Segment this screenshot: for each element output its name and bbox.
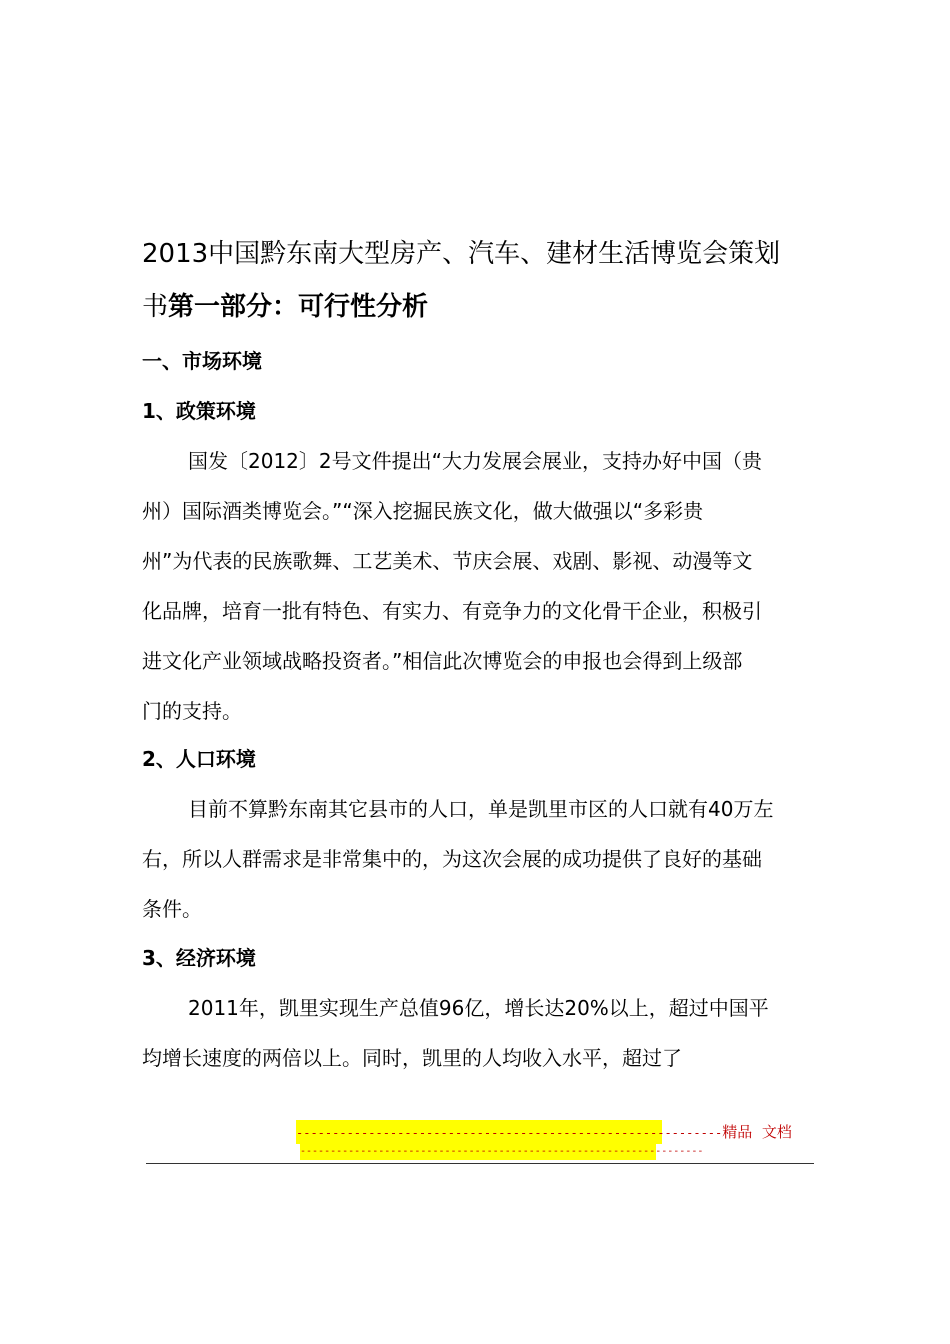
subheading-population: 2、人口环境	[142, 747, 256, 771]
population-line-3: 条件。	[142, 897, 202, 921]
economy-line-1: 2011年，凯里实现生产总值96亿，增长达20%以上，超过中国平	[188, 996, 769, 1020]
policy-line-3: 州”为代表的民族歌舞、工艺美术、节庆会展、戏剧、影视、动漫等文	[142, 549, 753, 573]
footer-label-wendang: 文档	[761, 1123, 792, 1141]
footer-watermark	[296, 1120, 792, 1162]
document-title-line-1: 2013中国黔东南大型房产、汽车、建材生活博览会策划	[142, 239, 781, 269]
subheading-policy: 1、政策环境	[142, 399, 256, 423]
section-heading-market: 一、市场环境	[142, 349, 262, 373]
footer-divider	[146, 1163, 814, 1164]
policy-line-1: 国发〔2012〕2号文件提出“大力发展会展业，支持办好中国（贵	[188, 449, 762, 473]
footer-dashes-1: -----------------------------------------------------------	[296, 1126, 723, 1140]
subheading-economy: 3、经济环境	[142, 946, 256, 970]
title-line-2-prefix: 书	[142, 292, 169, 322]
footer-label-jingpin: 精品	[722, 1123, 753, 1141]
footer-line-2: -------------------------------------------------------------------	[300, 1144, 656, 1160]
policy-line-2: 州）国际酒类博览会。”“深入挖掘民族文化，做大做强以“多彩贵	[142, 499, 704, 523]
policy-line-5: 进文化产业领域战略投资者。”相信此次博览会的申报也会得到上级部	[142, 649, 743, 673]
footer-line-1	[296, 1120, 792, 1144]
population-line-2: 右，所以人群需求是非常集中的，为这次会展的成功提供了良好的基础	[142, 847, 762, 871]
policy-line-4: 化品牌，培育一批有特色、有实力、有竞争力的文化骨干企业，积极引	[142, 599, 762, 623]
document-title-line-2	[142, 291, 428, 323]
part-one-heading: 第一部分：可行性分析	[168, 292, 429, 322]
population-line-1: 目前不算黔东南其它县市的人口，单是凯里市区的人口就有40万左	[188, 797, 774, 821]
policy-line-6: 门的支持。	[142, 699, 242, 723]
economy-line-2: 均增长速度的两倍以上。同时，凯里的人均收入水平，超过了	[142, 1046, 682, 1070]
